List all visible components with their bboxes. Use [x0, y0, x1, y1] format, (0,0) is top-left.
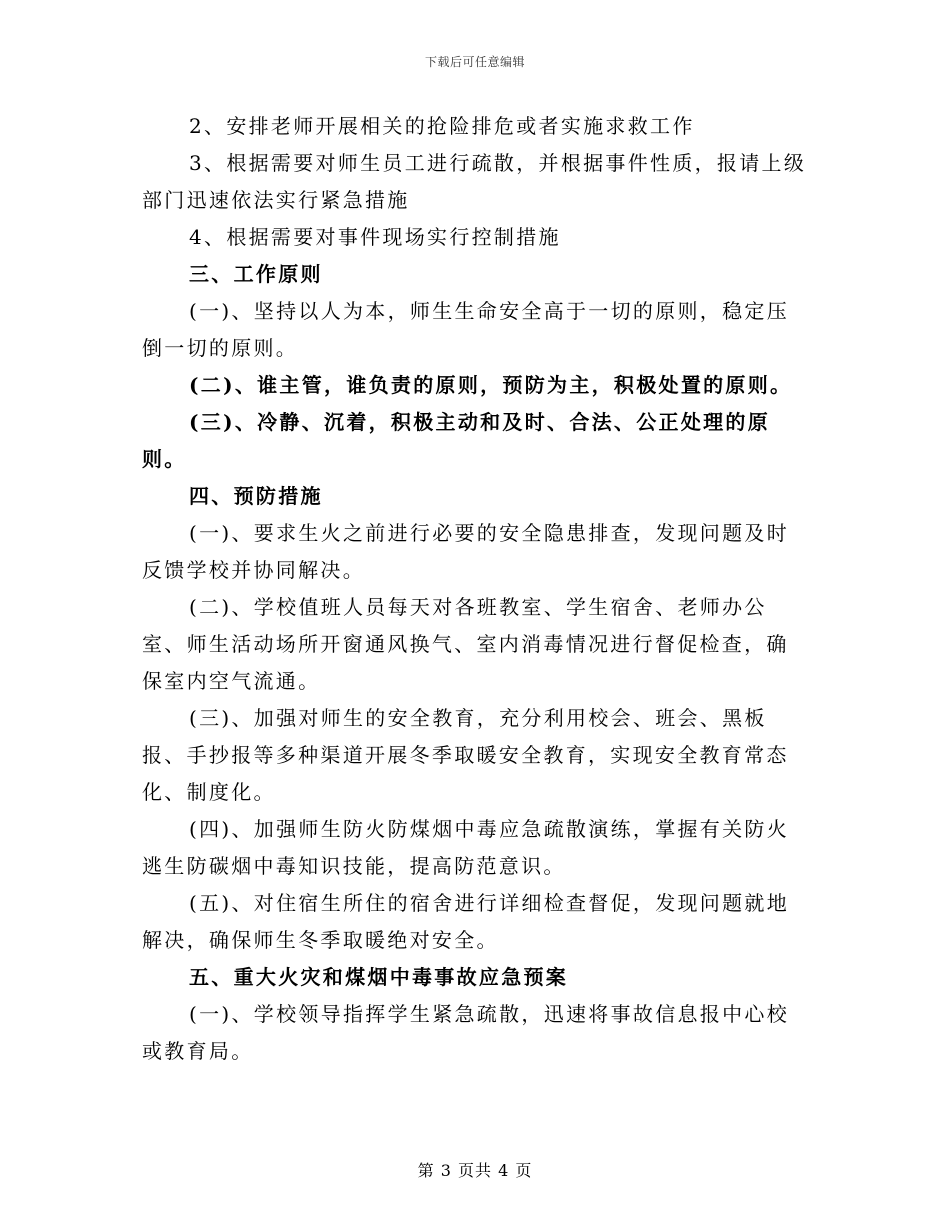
- paragraph: (一)、学校领导指挥学生紧急疏散，迅速将事故信息报中心校或教育局。: [142, 1002, 790, 1063]
- paragraph: (三)、加强对师生的安全教育，充分利用校会、班会、黑板报、手抄报等多种渠道开展冬季取暖安全教育，实现安全教育常态化、制度化。: [142, 706, 789, 804]
- paragraph: (二)、学校值班人员每天对各班教室、学生宿舍、老师办公室、师生活动场所开窗通风换气、室内消毒情况进行督促检查，确保室内空气流通。: [142, 595, 789, 693]
- paragraph: (一)、要求生火之前进行必要的安全隐患排查，发现问题及时反馈学校并协同解决。: [142, 521, 790, 582]
- paragraph-bold: (三)、冷静、沉着，积极主动和及时、合法、公正处理的原则。: [142, 410, 771, 471]
- page-header: 下载后可任意编辑: [424, 55, 525, 69]
- paragraph: 4、根据需要对事件现场实行控制措施: [189, 225, 561, 249]
- page-number: 第 3 页共 4 页: [417, 1161, 533, 1180]
- paragraph: 3、根据需要对师生员工进行疏散，并根据事件性质，报请上级部门迅速依法实行紧急措施: [142, 151, 807, 212]
- paragraph: 2、安排老师开展相关的抢险排危或者实施求救工作: [189, 114, 695, 138]
- section-heading: 五、重大火灾和煤烟中毒事故应急预案: [189, 965, 569, 989]
- paragraph: (四)、加强师生防火防煤烟中毒应急疏散演练，掌握有关防火逃生防碳烟中毒知识技能，提高防范意识。: [142, 817, 790, 878]
- paragraph-bold: (二)、谁主管，谁负责的原则，预防为主，积极处置的原则。: [189, 373, 793, 397]
- section-heading: 三、工作原则: [189, 262, 323, 286]
- paragraph: (五)、对住宿生所住的宿舍进行详细检查督促，发现问题就地解决，确保师生冬季取暖绝对安全。: [142, 891, 790, 952]
- section-heading: 四、预防措施: [189, 484, 323, 508]
- document-body: [142, 108, 810, 1070]
- paragraph: (一)、坚持以人为本，师生生命安全高于一切的原则，稳定压倒一切的原则。: [142, 299, 790, 360]
